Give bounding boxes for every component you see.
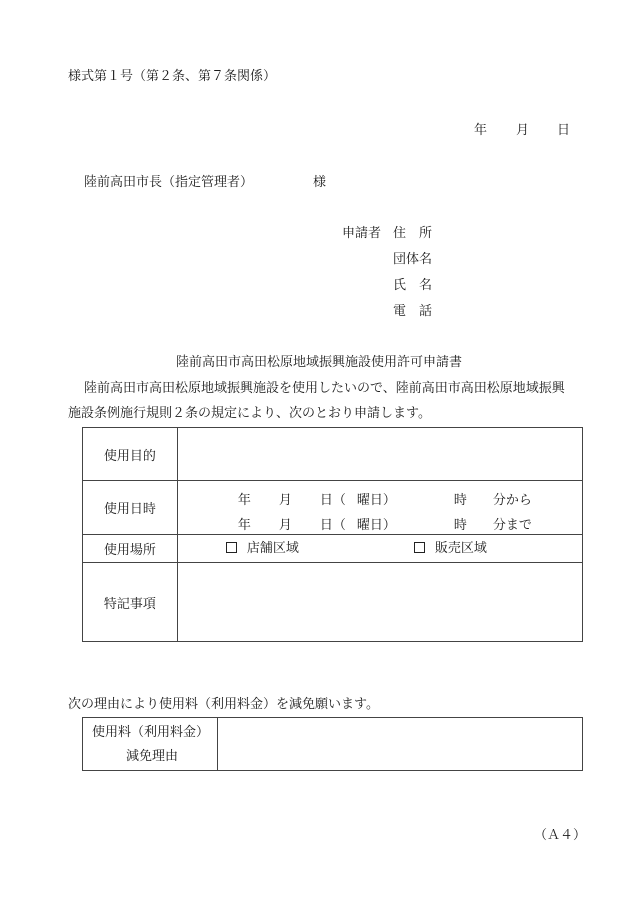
- datetime-label: 使用日時: [83, 481, 178, 535]
- exemption-intro: 次の理由により使用料（利用料金）を減免願います。: [68, 697, 379, 712]
- location-option-store-label: 店舗区域: [246, 541, 299, 556]
- date-month-label: 月: [516, 123, 530, 138]
- location-label: 使用場所: [83, 535, 178, 563]
- applicant-name-label: 氏 名: [393, 278, 433, 293]
- exemption-row: [83, 718, 583, 771]
- document-title: 陸前高田市高田松原地域振興施設使用許可申請書: [176, 355, 463, 370]
- dt-start-from: 分から: [492, 493, 532, 508]
- datetime-field[interactable]: [177, 481, 582, 535]
- usage-row-purpose: [83, 428, 583, 481]
- applicant-organization-label: 団体名: [393, 252, 433, 267]
- location-option-sales-label: 販売区域: [434, 541, 487, 556]
- addressee-honorific: 様: [313, 175, 327, 190]
- dt-end-until: 分まで: [492, 518, 532, 533]
- dt-start-hour: 時: [453, 493, 467, 508]
- usage-row-location: [83, 535, 583, 563]
- applicant-label: 申請者: [342, 226, 382, 241]
- date-day-label: 日: [557, 123, 571, 138]
- checkbox-icon[interactable]: [226, 542, 237, 553]
- location-field: [177, 535, 582, 563]
- usage-row-datetime: [83, 481, 583, 535]
- dt-end-hour: 時: [453, 518, 467, 533]
- exemption-table: [82, 717, 583, 771]
- location-option-sales[interactable]: [414, 542, 487, 555]
- usage-table: [82, 427, 583, 642]
- document-body-line1: 陸前高田市高田松原地域振興施設を使用したいので、陸前高田市高田松原地域振興: [84, 381, 565, 396]
- exemption-label-line2: 減免理由: [126, 749, 179, 764]
- checkbox-icon[interactable]: [414, 542, 425, 553]
- dt-start-weekday: 曜日）: [356, 493, 396, 508]
- applicant-phone-label: 電 話: [393, 304, 433, 319]
- paper-size-label: （Ａ４）: [534, 828, 587, 843]
- location-option-store[interactable]: [226, 542, 299, 555]
- notes-field[interactable]: [177, 563, 582, 642]
- dt-end-year: 年: [237, 518, 251, 533]
- usage-row-notes: [83, 563, 583, 642]
- dt-start-year: 年: [237, 493, 251, 508]
- dt-end-weekday: 曜日）: [356, 518, 396, 533]
- purpose-label: 使用目的: [83, 428, 178, 481]
- exemption-label: [83, 718, 218, 771]
- notes-label: 特記事項: [83, 563, 178, 642]
- exemption-reason-field[interactable]: [217, 718, 582, 771]
- dt-start-month: 月: [278, 493, 292, 508]
- dt-end-day: 日（: [319, 518, 346, 533]
- dt-end-month: 月: [278, 518, 292, 533]
- purpose-field[interactable]: [177, 428, 582, 481]
- dt-start-day: 日（: [319, 493, 346, 508]
- document-body-line2: 施設条例施行規則２条の規定により、次のとおり申請します。: [68, 406, 431, 421]
- date-year-label: 年: [474, 123, 488, 138]
- exemption-label-line1: 使用料（利用料金）: [92, 725, 210, 740]
- form-number: 様式第１号（第２条、第７条関係）: [68, 69, 277, 84]
- addressee-name: 陸前高田市長（指定管理者）: [84, 175, 254, 190]
- applicant-address-label: 住 所: [393, 226, 433, 241]
